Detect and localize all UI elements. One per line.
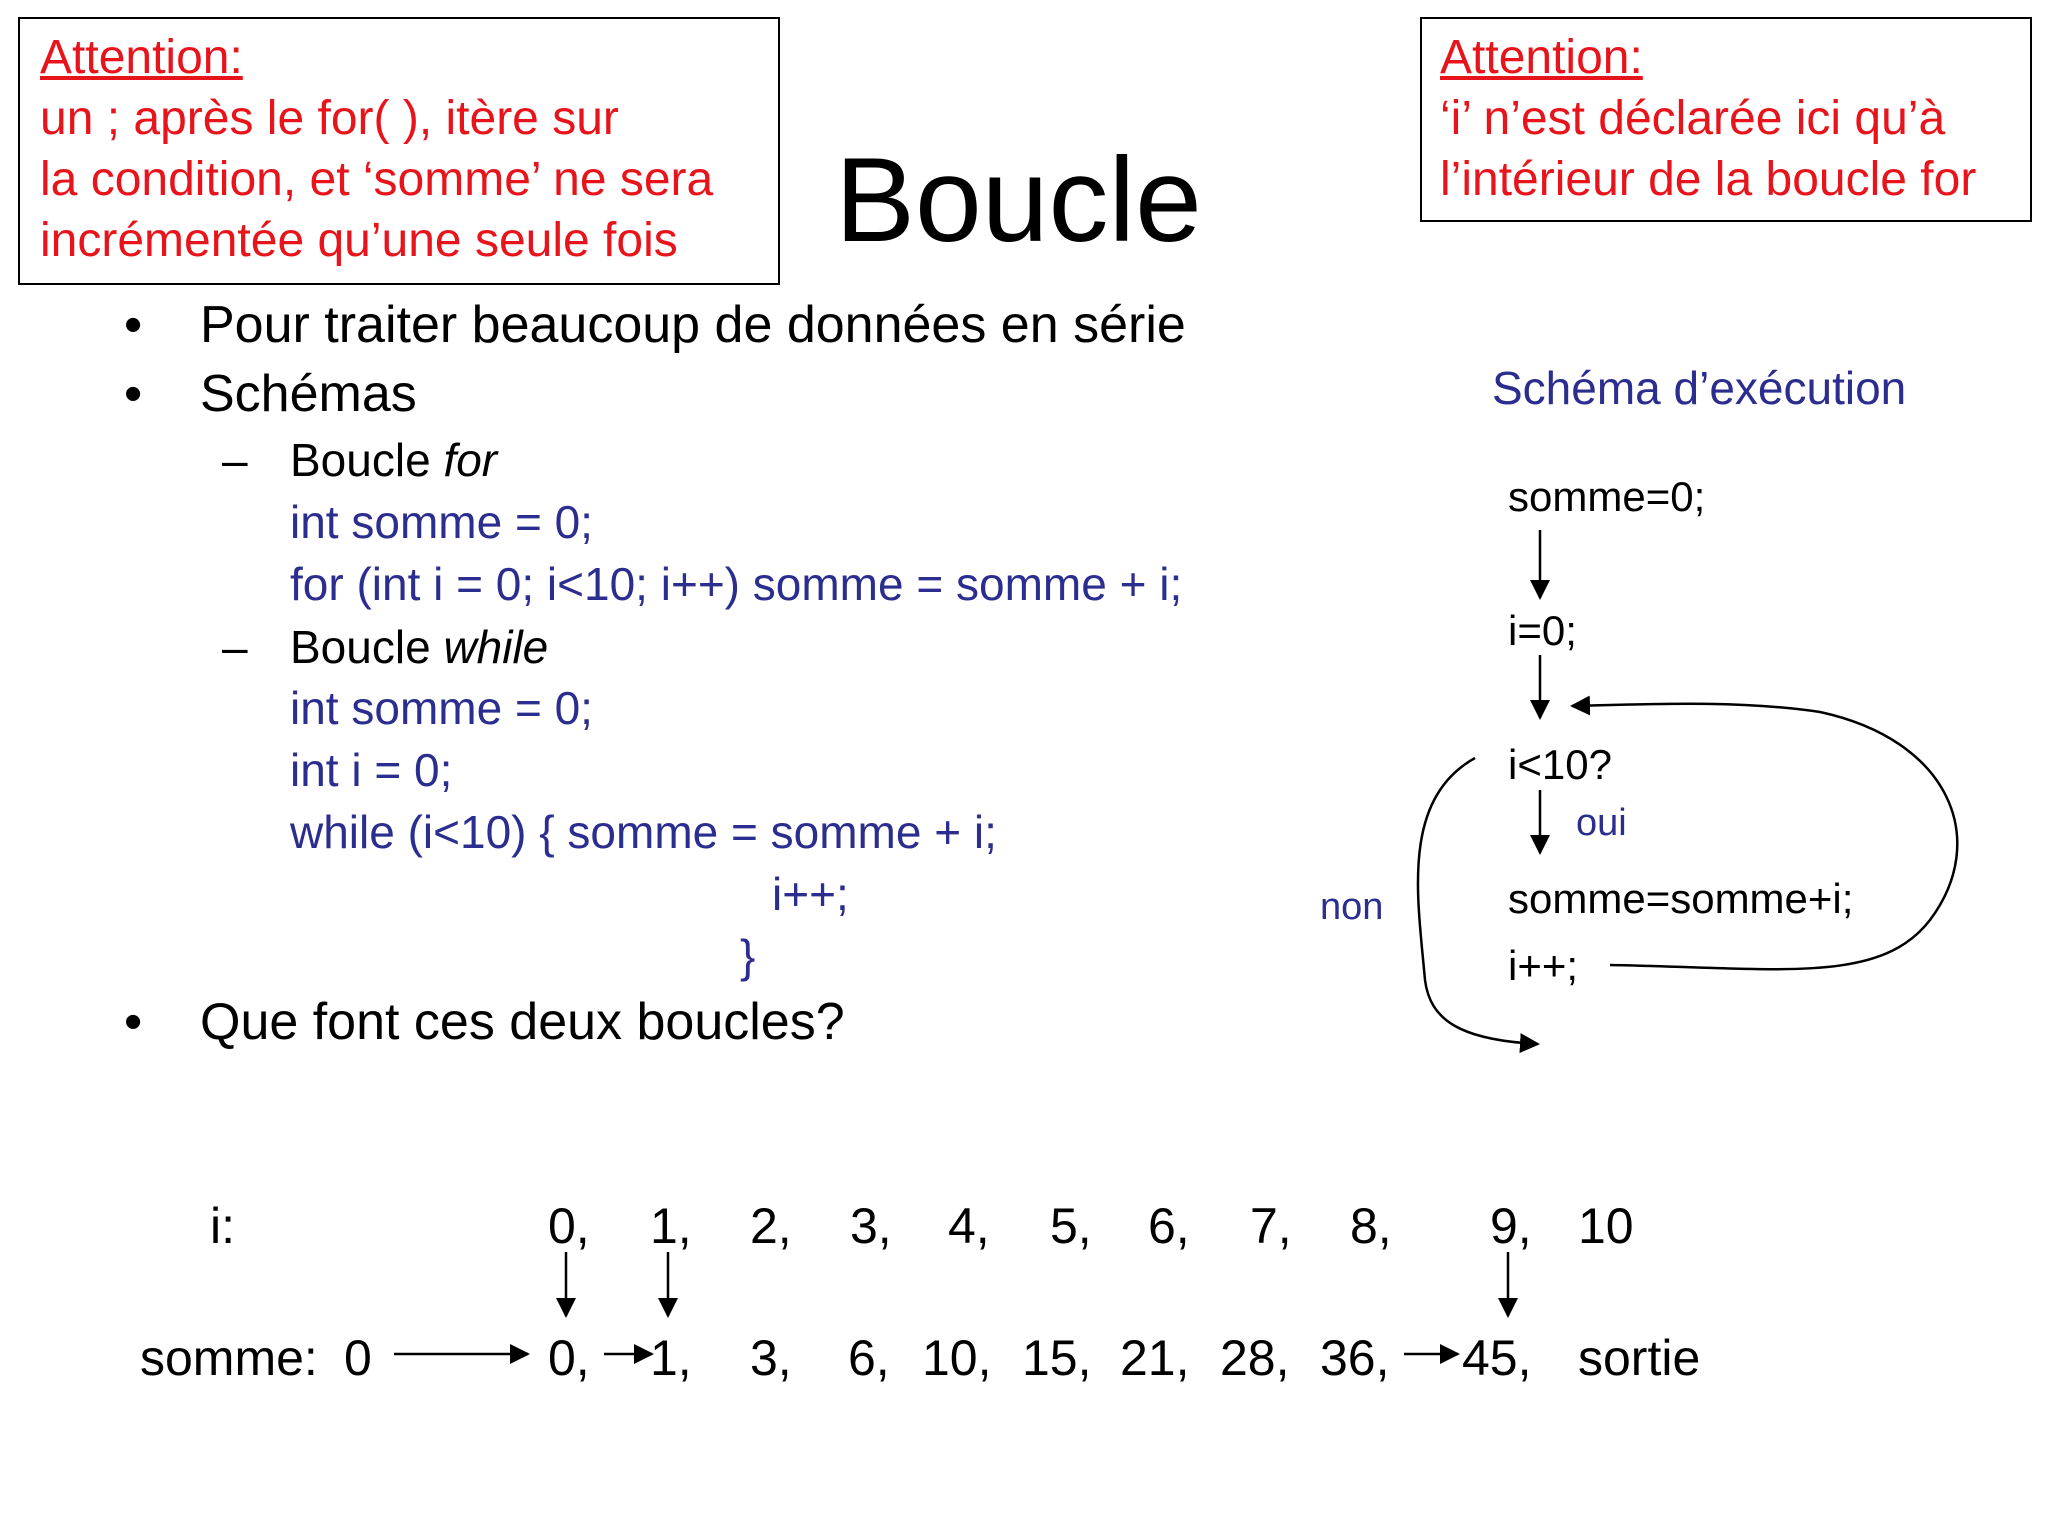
bullet-marker: • bbox=[124, 296, 143, 354]
flow-step: i++; bbox=[1508, 942, 1579, 989]
code-line: while (i<10) { somme = somme + i; bbox=[290, 806, 997, 858]
sub-dash: – bbox=[222, 434, 248, 486]
flow-step: i=0; bbox=[1508, 607, 1577, 654]
code-line: int i = 0; bbox=[290, 744, 453, 796]
while-keyword: while bbox=[443, 621, 549, 673]
trace-i-value: 10 bbox=[1578, 1198, 1634, 1254]
trace-somme-value: 1, bbox=[650, 1330, 692, 1386]
loop-back-arrow bbox=[1572, 704, 1957, 969]
trace-somme-init: 0 bbox=[344, 1330, 372, 1386]
sub-dash: – bbox=[222, 621, 248, 673]
trace-somme-value: 0, bbox=[548, 1330, 590, 1386]
bullet-text: Schémas bbox=[200, 365, 417, 423]
trace-somme-value: sortie bbox=[1578, 1330, 1701, 1386]
bullet-marker: • bbox=[124, 993, 143, 1051]
while-loop-label: Boucle bbox=[290, 621, 444, 673]
exit-arrow bbox=[1418, 758, 1538, 1044]
bullet-text: Pour traiter beaucoup de données en série bbox=[200, 296, 1186, 354]
code-line: int somme = 0; bbox=[290, 682, 593, 734]
code-line: i++; bbox=[772, 868, 849, 920]
flow-yes-label: oui bbox=[1576, 802, 1627, 844]
bullet-marker: • bbox=[124, 365, 143, 423]
trace-i-value: 2, bbox=[750, 1198, 792, 1254]
trace-i-label: i: bbox=[210, 1198, 235, 1254]
for-loop-label: Boucle bbox=[290, 434, 444, 486]
for-keyword: for bbox=[443, 434, 498, 486]
flow-step: somme=somme+i; bbox=[1508, 875, 1854, 922]
flow-no-label: non bbox=[1320, 886, 1384, 928]
trace-somme-value: 45, bbox=[1462, 1330, 1532, 1386]
note-line: l’intérieur de la boucle for bbox=[1440, 153, 1977, 206]
note-line: la condition, et ‘somme’ ne sera bbox=[40, 153, 714, 206]
flow-step: somme=0; bbox=[1508, 473, 1706, 520]
trace-i-value: 6, bbox=[1148, 1198, 1190, 1254]
trace-i-value: 0, bbox=[548, 1198, 590, 1254]
trace-i-value: 3, bbox=[850, 1198, 892, 1254]
schema-title: Schéma d’exécution bbox=[1492, 362, 1907, 414]
flow-condition: i<10? bbox=[1508, 741, 1612, 788]
note-title: Attention: bbox=[1440, 31, 1643, 84]
note-line: ‘i’ n’est déclarée ici qu’à bbox=[1440, 92, 1946, 145]
code-line: } bbox=[740, 930, 756, 982]
trace-somme-value: 15, bbox=[1022, 1330, 1092, 1386]
trace-somme-label: somme: bbox=[140, 1330, 318, 1386]
trace-i-value: 9, bbox=[1490, 1198, 1532, 1254]
code-line: for (int i = 0; i<10; i++) somme = somme + i; bbox=[290, 558, 1183, 610]
trace-i-value: 1, bbox=[650, 1198, 692, 1254]
trace-somme-value: 36, bbox=[1320, 1330, 1390, 1386]
trace-somme-value: 3, bbox=[750, 1330, 792, 1386]
trace-somme-value: 6, bbox=[848, 1330, 890, 1386]
trace-somme-value: 21, bbox=[1120, 1330, 1190, 1386]
trace-i-value: 7, bbox=[1250, 1198, 1292, 1254]
trace-i-value: 4, bbox=[948, 1198, 990, 1254]
trace-somme-value: 10, bbox=[922, 1330, 992, 1386]
trace-i-value: 8, bbox=[1350, 1198, 1392, 1254]
note-title: Attention: bbox=[40, 31, 243, 84]
trace-i-value: 5, bbox=[1050, 1198, 1092, 1254]
note-line: incrémentée qu’une seule fois bbox=[40, 214, 678, 267]
bullet-text: Que font ces deux boucles? bbox=[200, 993, 845, 1051]
trace-somme-value: 28, bbox=[1220, 1330, 1290, 1386]
slide-title: Boucle bbox=[835, 133, 1202, 267]
note-line: un ; après le for( ), itère sur bbox=[40, 92, 619, 145]
code-line: int somme = 0; bbox=[290, 496, 593, 548]
